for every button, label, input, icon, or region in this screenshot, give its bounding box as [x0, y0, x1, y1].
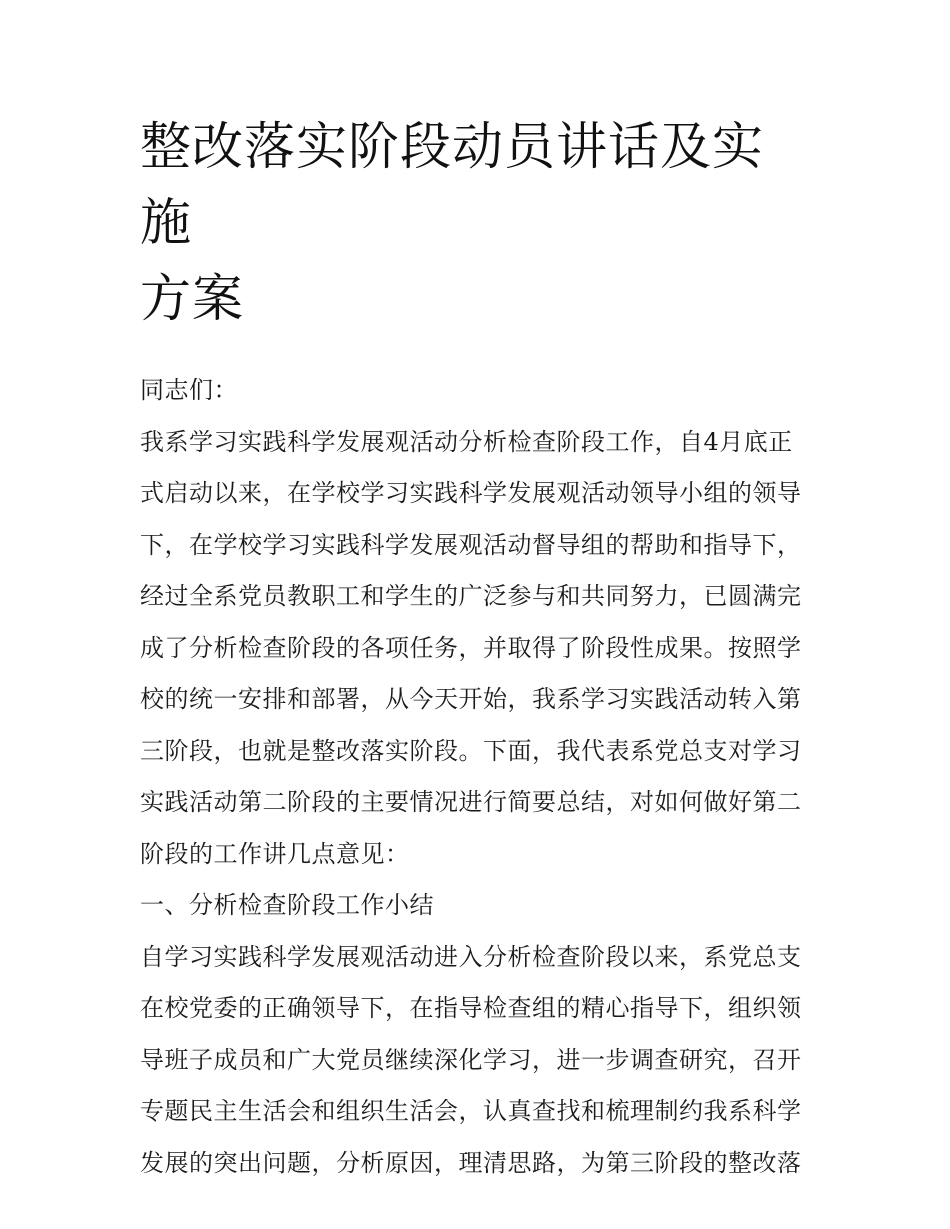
title-line: 方案 [140, 270, 245, 329]
paragraph-line: 成了分析检查阶段的各项任务，并取得了阶段性成果。按照学 [140, 633, 802, 662]
section-heading: 一、分析检查阶段工作小结 [140, 891, 434, 919]
paragraph-line: 实践活动第二阶段的主要情况进行简要总结，对如何做好第二 [140, 788, 802, 816]
paragraph-line: 发展的突出问题，分析原因，理清思路，为第三阶段的整改落 [140, 1148, 802, 1177]
paragraph-line: 经过全系党员教职工和学生的广泛参与和共同努力，已圆满完 [140, 582, 802, 610]
paragraph-line: 校的统一安排和部署，从今天开始，我系学习实践活动转入第 [140, 685, 802, 713]
paragraph-line: 我系学习实践科学发展观活动分析检查阶段工作，自4月底正 [140, 427, 793, 456]
salutation: 同志们： [140, 376, 238, 404]
paragraph-line: 导班子成员和广大党员继续深化学习，进一步调查研究，召开 [140, 1045, 802, 1074]
document-title [140, 110, 815, 338]
paragraph-line: 三阶段，也就是整改落实阶段。下面，我代表系党总支对学习 [140, 736, 802, 765]
title-line: 整改落实阶段动员讲话及实施 [140, 118, 765, 253]
paragraph-line: 自学习实践科学发展观活动进入分析检查阶段以来，系党总支 [140, 942, 802, 971]
paragraph-line: 下，在学校学习实践科学发展观活动督导组的帮助和指导下， [140, 530, 802, 559]
paragraph-line: 专题民主生活会和组织生活会，认真查找和梳理制约我系科学 [140, 1097, 802, 1125]
document-body [140, 365, 815, 1189]
document-content [140, 110, 815, 1189]
paragraph-line: 式启动以来，在学校学习实践科学发展观活动领导小组的领导 [140, 479, 802, 507]
paragraph-line: 阶段的工作讲几点意见： [140, 839, 410, 868]
paragraph-line: 在校党委的正确领导下，在指导检查组的精心指导下，组织领 [140, 994, 802, 1022]
